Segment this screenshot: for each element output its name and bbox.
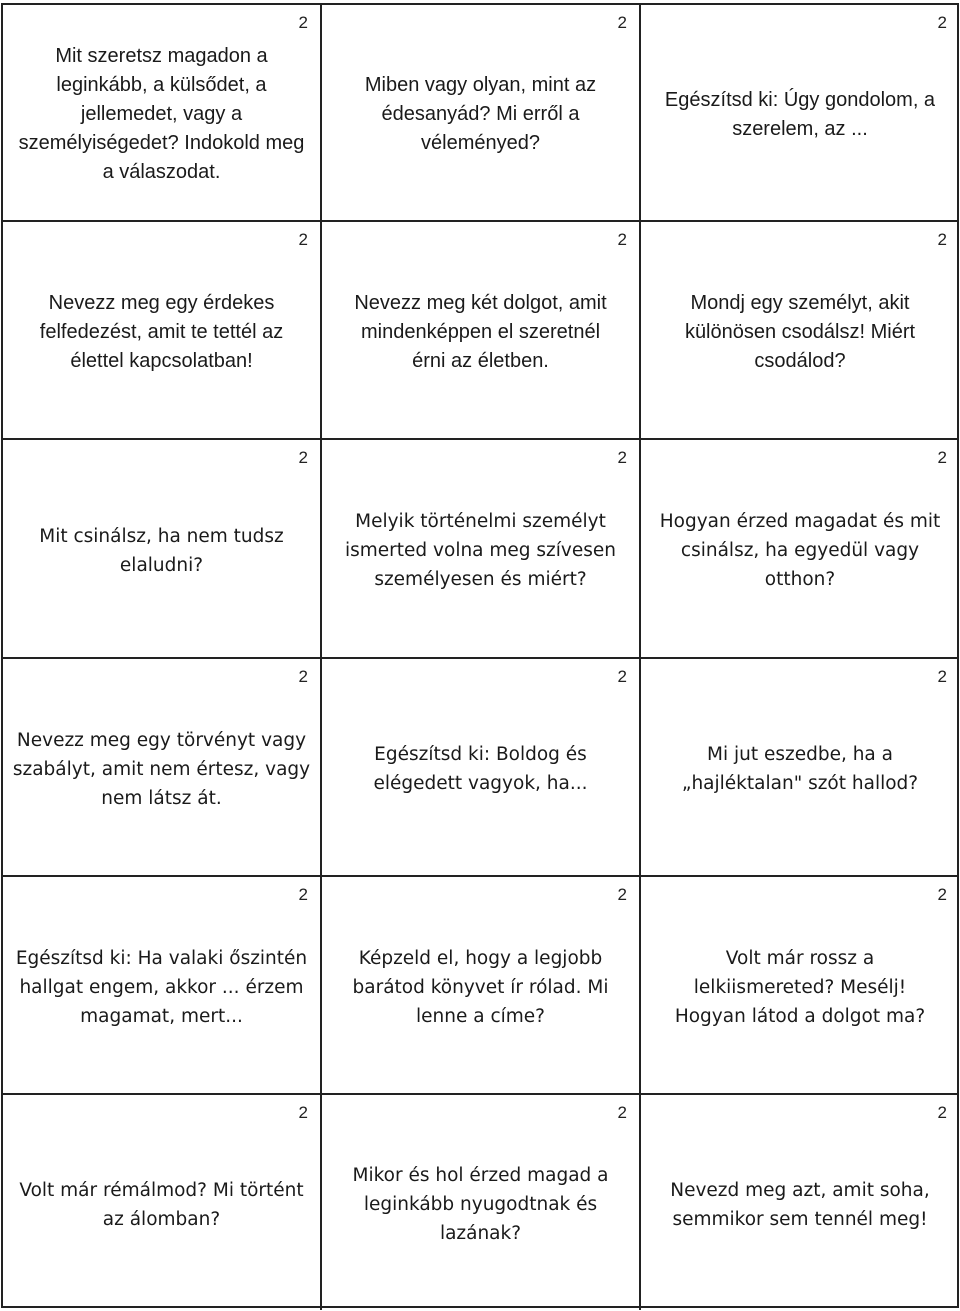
question-text: Mi jut eszedbe, ha a „hajléktalan" szót hallod? xyxy=(681,744,919,794)
card-number: 2 xyxy=(617,13,627,32)
question-card xyxy=(3,440,322,659)
question-text: Nevezz meg két dolgot, amit mindenképpen el szeretnél érni az életben. xyxy=(354,291,607,372)
question-text: Melyik történelmi személyt ismerted volna meg szívesen személyesen és miért? xyxy=(345,511,616,590)
card-number: 2 xyxy=(937,1103,947,1122)
question-text: Egészítsd ki: Ha valaki őszintén hallgat engem, akkor ... érzem magamat, mert... xyxy=(15,947,308,1027)
question-text: Képzeld el, hogy a legjobb barátod könyvet ír rólad. Mi lenne a címe? xyxy=(352,947,609,1027)
question-text: Nevezz meg egy törvényt vagy szabályt, amit nem értesz, vagy nem látsz át. xyxy=(12,729,311,809)
question-card xyxy=(322,877,641,1095)
question-text: Mit csinálsz, ha nem tudsz elaludni? xyxy=(39,525,284,576)
card-number: 2 xyxy=(298,448,308,467)
card-grid xyxy=(1,3,959,1308)
question-card xyxy=(3,5,322,222)
question-text: Nevezz meg egy érdekes felfedezést, amit te tettél az élettel kapcsolatban! xyxy=(39,291,284,372)
question-text: Hogyan érzed magadat és mit csinálsz, ha egyedül vagy otthon? xyxy=(659,511,941,590)
question-text: Miben vagy olyan, mint az édesanyád? Mi erről a véleményed? xyxy=(364,74,597,154)
question-card xyxy=(641,440,959,659)
question-text: Mikor és hol érzed magad a leginkább nyugodtnak és lazának? xyxy=(352,1165,609,1244)
question-card xyxy=(3,877,322,1095)
question-text: Nevezd meg azt, amit soha, semmikor sem tennél meg! xyxy=(670,1179,930,1230)
card-number: 2 xyxy=(298,885,308,904)
question-text: Mit szeretsz magadon a leginkább, a külsődet, a jellemedet, vagy a személyiségedet? Indokold meg a válaszodat. xyxy=(18,45,305,183)
question-card xyxy=(641,877,959,1095)
card-number: 2 xyxy=(617,230,627,249)
question-text: Volt már rémálmod? Mi történt az álomban? xyxy=(19,1179,304,1230)
card-number: 2 xyxy=(617,885,627,904)
card-number: 2 xyxy=(298,230,308,249)
card-number: 2 xyxy=(937,13,947,32)
card-number: 2 xyxy=(298,667,308,686)
card-number: 2 xyxy=(298,1103,308,1122)
question-card xyxy=(322,222,641,440)
question-card xyxy=(641,1095,959,1310)
question-card xyxy=(322,1095,641,1310)
card-number: 2 xyxy=(617,1103,627,1122)
card-number: 2 xyxy=(937,230,947,249)
question-text: Mondj egy személyt, akit különösen csodálsz! Miért csodálod? xyxy=(684,291,916,372)
question-card xyxy=(322,440,641,659)
card-number: 2 xyxy=(617,448,627,467)
card-number: 2 xyxy=(937,885,947,904)
question-text: Volt már rossz a lelkiismereted? Mesélj! Hogyan látod a dolgot ma? xyxy=(674,947,926,1027)
question-card xyxy=(3,222,322,440)
question-card xyxy=(641,222,959,440)
question-card xyxy=(641,659,959,877)
card-number: 2 xyxy=(937,448,947,467)
question-card xyxy=(322,659,641,877)
question-text: Egészítsd ki: Úgy gondolom, a szerelem, az ... xyxy=(664,88,936,140)
question-card xyxy=(3,659,322,877)
question-card xyxy=(3,1095,322,1310)
question-card xyxy=(322,5,641,222)
question-card xyxy=(641,5,959,222)
card-number: 2 xyxy=(937,667,947,686)
card-number: 2 xyxy=(298,13,308,32)
card-number: 2 xyxy=(617,667,627,686)
question-text: Egészítsd ki: Boldog és elégedett vagyok, ha... xyxy=(373,744,588,794)
